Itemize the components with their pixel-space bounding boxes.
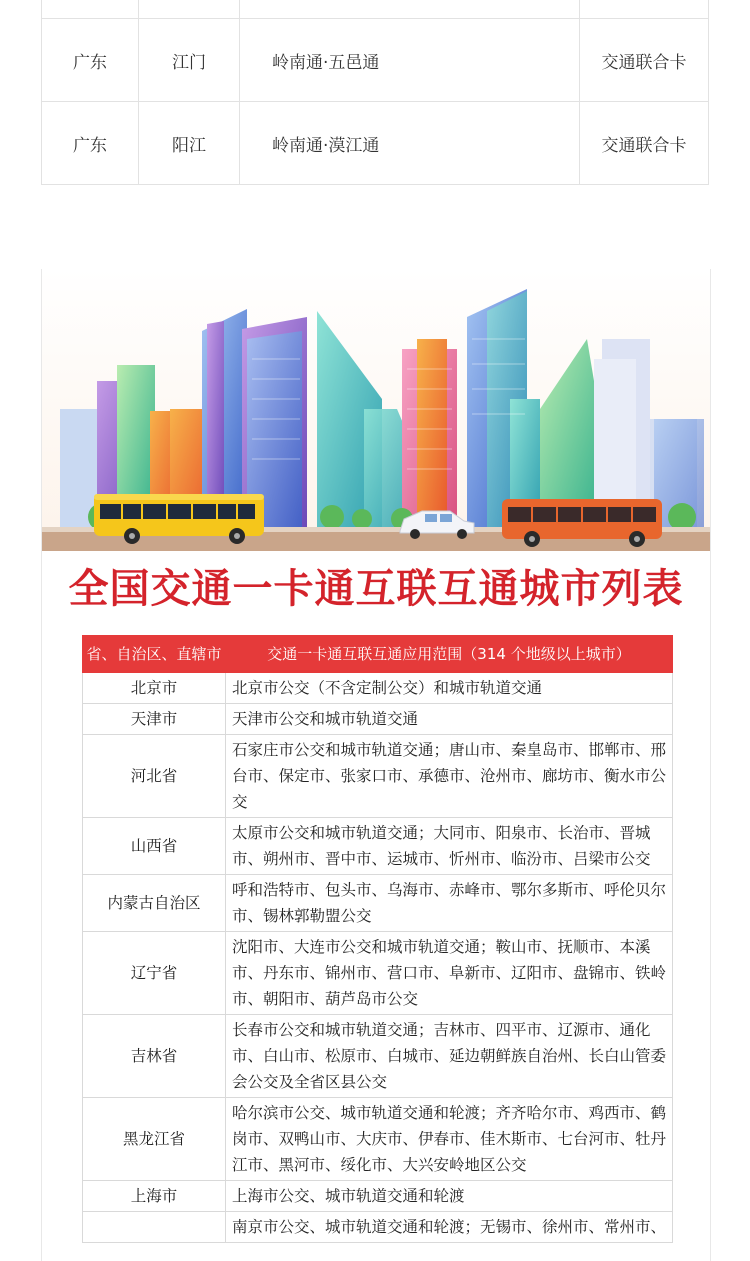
scope-cell: 北京市公交（不含定制公交）和城市轨道交通 (226, 673, 673, 704)
table-row (83, 1015, 673, 1098)
province-cell: 辽宁省 (83, 932, 226, 1015)
city-cell: 阳江 (139, 102, 240, 185)
table-row (83, 1181, 673, 1212)
poster-title: 全国交通一卡通互联互通城市列表 (68, 565, 684, 612)
province-cell: 北京市 (83, 673, 226, 704)
table-row (42, 102, 709, 185)
card-type-cell (580, 0, 709, 19)
card-type-cell: 交通联合卡 (580, 19, 709, 102)
scope-cell: 天津市公交和城市轨道交通 (226, 704, 673, 735)
city-cell: 江门 (139, 19, 240, 102)
province-cell (42, 0, 139, 19)
table-row (83, 932, 673, 1015)
province-cell (83, 1212, 226, 1243)
city-list-poster (41, 269, 711, 1261)
scope-cell: 太原市公交和城市轨道交通；大同市、阳泉市、长治市、晋城市、朔州市、晋中市、运城市、忻州市、临汾市、吕梁市公交 (226, 818, 673, 875)
province-cell: 河北省 (83, 735, 226, 818)
transit-card-table (41, 0, 709, 185)
scope-cell: 南京市公交、城市轨道交通和轮渡；无锡市、徐州市、常州市、 (226, 1212, 673, 1243)
province-cell: 上海市 (83, 1181, 226, 1212)
header-province: 省、自治区、直辖市 (83, 636, 226, 673)
province-cell: 内蒙古自治区 (83, 875, 226, 932)
table-row (83, 875, 673, 932)
table-row (83, 1098, 673, 1181)
scope-cell: 长春市公交和城市轨道交通；吉林市、四平市、辽源市、通化市、白山市、松原市、白城市、延边朝鲜族自治州、长白山管委会公交及全省区县公交 (226, 1015, 673, 1098)
province-cell: 吉林省 (83, 1015, 226, 1098)
scope-cell: 沈阳市、大连市公交和城市轨道交通；鞍山市、抚顺市、本溪市、丹东市、锦州市、营口市、阜新市、辽阳市、盘锦市、铁岭市、朝阳市、葫芦岛市公交 (226, 932, 673, 1015)
province-cell: 天津市 (83, 704, 226, 735)
scope-cell: 上海市公交、城市轨道交通和轮渡 (226, 1181, 673, 1212)
interconnect-city-table (82, 635, 673, 1243)
city-cell (139, 0, 240, 19)
card-type-cell: 交通联合卡 (580, 102, 709, 185)
scope-cell: 呼和浩特市、包头市、乌海市、赤峰市、鄂尔多斯市、呼伦贝尔市、锡林郭勒盟公交 (226, 875, 673, 932)
scope-cell: 哈尔滨市公交、城市轨道交通和轮渡；齐齐哈尔市、鸡西市、鹤岗市、双鸭山市、大庆市、伊春市、佳木斯市、七台河市、牡丹江市、黑河市、绥化市、大兴安岭地区公交 (226, 1098, 673, 1181)
card-name-cell: 岭南通·漠江通 (240, 102, 580, 185)
table-row (83, 818, 673, 875)
province-cell: 广东 (42, 102, 139, 185)
table-row (83, 1212, 673, 1243)
table-row (83, 673, 673, 704)
province-cell: 广东 (42, 19, 139, 102)
card-name-cell: 岭南通·五邑通 (240, 19, 580, 102)
header-scope: 交通一卡通互联互通应用范围（314 个地级以上城市） (226, 636, 673, 673)
province-cell: 山西省 (83, 818, 226, 875)
table-row (42, 0, 709, 19)
table-row (83, 735, 673, 818)
table-row (83, 704, 673, 735)
province-cell: 黑龙江省 (83, 1098, 226, 1181)
scope-cell: 石家庄市公交和城市轨道交通；唐山市、秦皇岛市、邯郸市、邢台市、保定市、张家口市、承德市、沧州市、廊坊市、衡水市公交 (226, 735, 673, 818)
table-row (42, 19, 709, 102)
table-header-row (83, 636, 673, 673)
city-skyline-illustration (42, 269, 710, 551)
card-name-cell (240, 0, 580, 19)
